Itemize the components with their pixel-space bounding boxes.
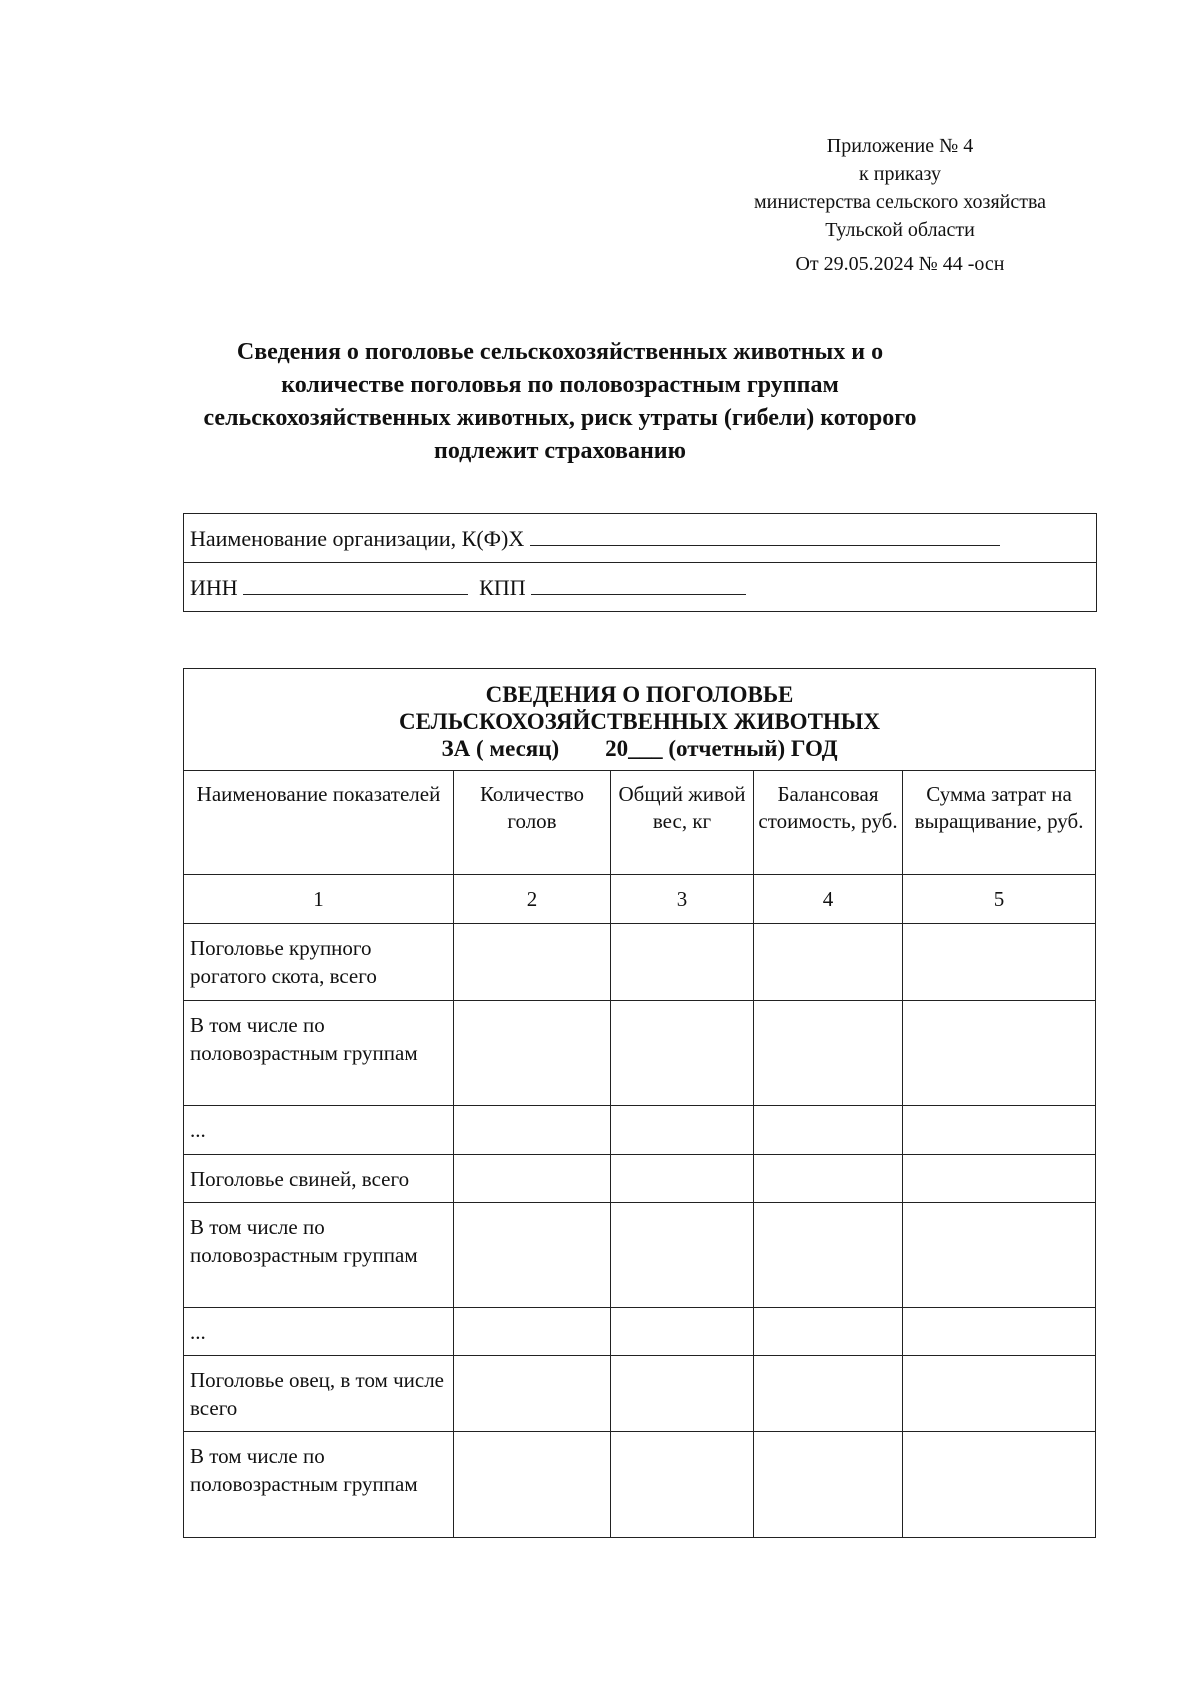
inn-label: ИНН [190, 574, 238, 600]
inn-field[interactable] [243, 574, 468, 595]
org-name-field[interactable] [530, 525, 1000, 546]
kpp-field[interactable] [531, 574, 746, 595]
column-number: 3 [611, 875, 754, 924]
column-header: Сумма затрат на выращивание, руб. [903, 771, 1096, 875]
data-cell[interactable] [754, 1203, 903, 1308]
data-cell[interactable] [903, 1106, 1096, 1155]
data-cell[interactable] [903, 1432, 1096, 1538]
kpp-label: КПП [479, 574, 526, 600]
caption-line: ЗА ( месяц) 20___ (отчетный) ГОД [441, 736, 838, 761]
caption-line: СВЕДЕНИЯ О ПОГОЛОВЬЕ [485, 682, 794, 707]
org-name-label: Наименование организации, К(Ф)Х [190, 525, 525, 551]
table-row [184, 1432, 1096, 1538]
document-title [150, 336, 970, 468]
data-cell[interactable] [454, 1001, 611, 1106]
data-cell[interactable] [903, 1155, 1096, 1203]
table-row [184, 1106, 1096, 1155]
table-row [184, 924, 1096, 1001]
data-cell[interactable] [754, 1356, 903, 1432]
data-cell[interactable] [611, 1432, 754, 1538]
data-cell[interactable] [454, 1106, 611, 1155]
appendix-line: к приказу [859, 163, 941, 185]
title-line: Сведения о поголовье сельскохозяйственных животных и о [236, 339, 884, 365]
table-row [184, 1308, 1096, 1356]
column-header: Балансовая стоимость, руб. [754, 771, 903, 875]
data-cell[interactable] [754, 1001, 903, 1106]
row-label: ... [184, 1308, 454, 1356]
column-number: 4 [754, 875, 903, 924]
table-row [184, 1203, 1096, 1308]
row-label: В том числе по половозрастным группам [184, 1203, 454, 1308]
caption-line: СЕЛЬСКОХОЗЯЙСТВЕННЫХ ЖИВОТНЫХ [399, 709, 880, 734]
data-cell[interactable] [454, 1432, 611, 1538]
org-name-cell [184, 514, 1097, 563]
row-label: Поголовье свиней, всего [184, 1155, 454, 1203]
appendix-line: министерства сельского хозяйства [753, 191, 1047, 213]
appendix-line: Тульской области [825, 219, 975, 241]
table-row [184, 1001, 1096, 1106]
row-label: В том числе по половозрастным группам [184, 1001, 454, 1106]
data-cell[interactable] [754, 1308, 903, 1356]
data-cell[interactable] [754, 1155, 903, 1203]
column-header: Наименование показателей [184, 771, 454, 875]
data-cell[interactable] [454, 1308, 611, 1356]
data-cell[interactable] [611, 924, 754, 1001]
data-cell[interactable] [611, 1106, 754, 1155]
data-cell[interactable] [903, 924, 1096, 1001]
data-cell[interactable] [454, 1356, 611, 1432]
data-cell[interactable] [903, 1356, 1096, 1432]
data-cell[interactable] [903, 1203, 1096, 1308]
data-cell[interactable] [611, 1308, 754, 1356]
column-number: 1 [184, 875, 454, 924]
title-line: сельскохозяйственных животных, риск утраты (гибели) которого [203, 405, 917, 431]
data-cell[interactable] [611, 1001, 754, 1106]
data-cell[interactable] [754, 1432, 903, 1538]
data-cell[interactable] [754, 1106, 903, 1155]
appendix-block [700, 132, 1100, 278]
row-label: ... [184, 1106, 454, 1155]
row-label: Поголовье овец, в том числе всего [184, 1356, 454, 1432]
data-cell[interactable] [611, 1203, 754, 1308]
table-caption [184, 669, 1096, 771]
data-cell[interactable] [454, 924, 611, 1001]
column-number: 5 [903, 875, 1096, 924]
column-header: Количество голов [454, 771, 611, 875]
data-cell[interactable] [611, 1155, 754, 1203]
column-header: Общий живой вес, кг [611, 771, 754, 875]
row-label: Поголовье крупного рогатого скота, всего [184, 924, 454, 1001]
inn-kpp-cell [184, 563, 1097, 612]
table-row [184, 1155, 1096, 1203]
appendix-date: От 29.05.2024 № 44 -осн [795, 253, 1005, 275]
table-row [184, 1356, 1096, 1432]
row-label: В том числе по половозрастным группам [184, 1432, 454, 1538]
column-number: 2 [454, 875, 611, 924]
organization-table [183, 513, 1097, 612]
data-cell[interactable] [454, 1203, 611, 1308]
title-line: подлежит страхованию [434, 438, 686, 464]
data-cell[interactable] [611, 1356, 754, 1432]
title-line: количестве поголовья по половозрастным группам [281, 372, 839, 398]
data-cell[interactable] [903, 1308, 1096, 1356]
data-cell[interactable] [903, 1001, 1096, 1106]
livestock-table [183, 668, 1096, 1538]
appendix-line: Приложение № 4 [826, 135, 974, 157]
data-cell[interactable] [754, 924, 903, 1001]
data-cell[interactable] [454, 1155, 611, 1203]
